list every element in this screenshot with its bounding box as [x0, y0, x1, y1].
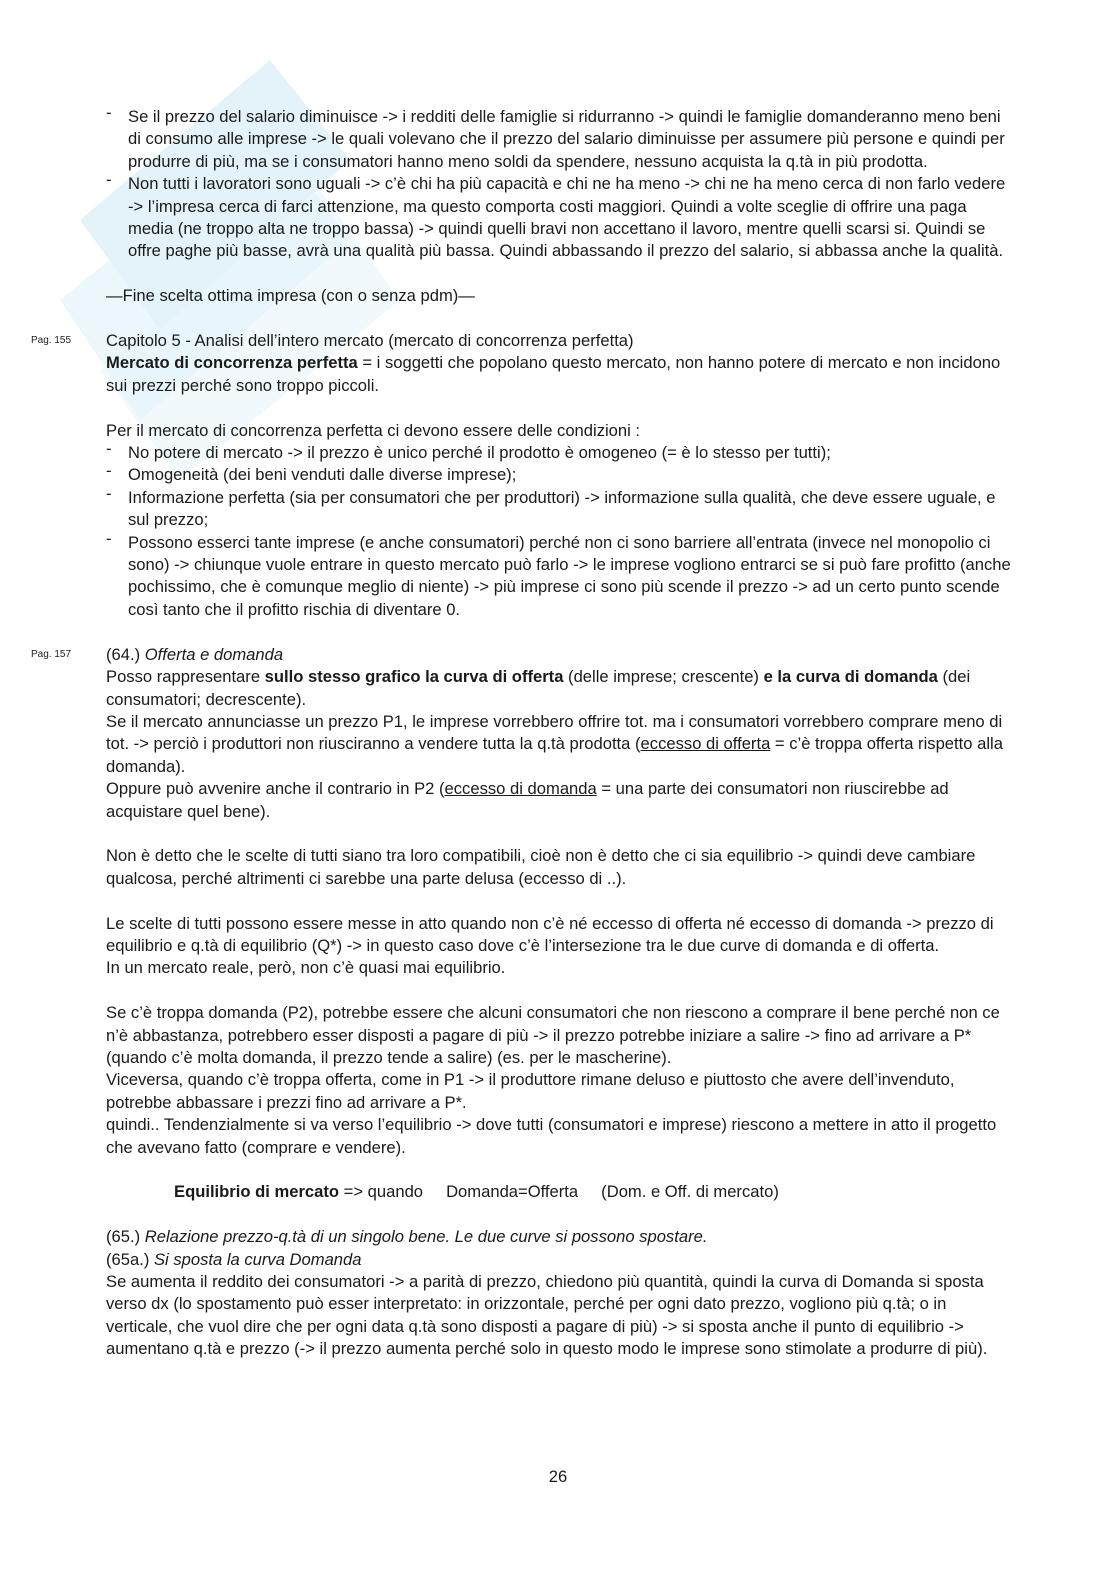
- section-heading: [106, 644, 1011, 666]
- section-title: Relazione prezzo-q.tà di un singolo bene. Le due curve si possono spostare.: [144, 1227, 708, 1247]
- text-run: (delle imprese; crescente): [563, 667, 764, 687]
- list-item: - Informazione perfetta (sia per consumatori che per produttori) -> informazione sulla qualità, che deve essere uguale, e sul prezzo;: [106, 487, 1011, 532]
- text-run: Se il mercato annunciasse un prezzo P1, le imprese vorrebbero offrire tot. ma i consumatori vorrebbero comprare meno di tot. -> perciò i produttori non riusciranno a vendere tutta la q.tà prodotta (: [106, 711, 1003, 754]
- section-number: (65.): [106, 1227, 145, 1247]
- chapter-5-section: [31, 330, 1011, 621]
- list-item: - Non tutti i lavoratori sono uguali -> c’è chi ha più capacità e chi ne ha meno -> chi ne ha meno cerca di non farlo vedere -> l’impresa cerca di farci attenzione, ma questo comporta costi maggiori. Quindi a volte sceglie di offrire una paga media (ne troppo alta ne troppo bassa) -> quindi quelli bravi non accettano il lavoro, mentre quelli scarsi si. Quindi se offre paghe più basse, avrà una qualità più bassa. Quindi abbassando il prezzo del salario, si abbassa anche la qualità.: [106, 173, 1011, 263]
- list-item: - Omogeneità (dei beni venduti dalle diverse imprese);: [106, 464, 1011, 486]
- paragraph: In un mercato reale, però, non c’è quasi mai equilibrio.: [106, 958, 506, 978]
- underlined-term: eccesso di offerta: [640, 734, 771, 754]
- text-run: (dei consumatori; decrescente).: [106, 667, 971, 709]
- text-run: = una parte dei consumatori non riuscirebbe ad acquistare quel bene).: [106, 779, 949, 821]
- paragraph: Viceversa, quando c’è troppa offerta, come in P1 -> il produttore rimane deluso e piuttosto che avere dell’invenduto, potrebbe abbassare i prezzi fino ad arrivare a P*.: [106, 1070, 955, 1112]
- margin-page-ref: Pag. 155: [31, 335, 72, 347]
- subsection-heading: [106, 1249, 1011, 1271]
- section-title: Offerta e domanda: [144, 644, 284, 664]
- text-run: = c’è troppa offerta rispetto alla domanda).: [106, 734, 1003, 776]
- paragraph: Non è detto che le scelte di tutti siano tra loro compatibili, cioè non è detto che ci sia equilibrio -> quindi deve cambiare qualcosa, perché altrimenti ci sarebbe una parte delusa (eccesso di ..).: [106, 846, 976, 888]
- paragraph: Se c’è troppa domanda (P2), potrebbe essere che alcuni consumatori che non riescono a comprare il bene perché non ce n’è abbastanza, potrebbero esser disposti a pagare di più -> il prezzo potrebbe iniziare a salire -> fino ad arrivare a P* (quando c’è molta domanda, il prezzo tende a salire) (es. per le mascherine).: [106, 1003, 1000, 1067]
- section-heading: [106, 1226, 1011, 1248]
- conditions-intro: Per il mercato di concorrenza perfetta ci devono essere delle condizioni :: [106, 420, 641, 440]
- margin-page-ref: Pag. 157: [31, 648, 72, 660]
- list-item: - No potere di mercato -> il prezzo è unico perché il prodotto è omogeneo (= è lo stesso per tutti);: [106, 442, 1011, 464]
- bullet-list-top: [106, 106, 1011, 263]
- page-number: 26: [548, 1467, 568, 1486]
- definition-text: = i soggetti che popolano questo mercato, non hanno potere di mercato e non incidono sui prezzi perché sono troppo piccoli.: [106, 353, 1001, 395]
- paragraph: quindi.. Tendenzialmente si va verso l’equilibrio -> dove tutti (consumatori e imprese) riescono a mettere in atto il progetto che avevano fatto (comprare e vendere).: [106, 1115, 997, 1157]
- paragraph: [106, 711, 1011, 778]
- section-64: [31, 644, 1011, 1204]
- text-run: Posso rappresentare: [106, 667, 265, 687]
- section-65: [106, 1226, 1011, 1360]
- end-note: —Fine scelta ottima impresa (con o senza pdm)—: [106, 286, 475, 306]
- paragraph: [106, 778, 1011, 823]
- definition-paragraph: [106, 352, 1011, 397]
- paragraph: [106, 666, 1011, 711]
- chapter-title: Capitolo 5 - Analisi dell’intero mercato (mercato di concorrenza perfetta): [106, 331, 634, 351]
- document-body: [31, 106, 1011, 1361]
- underlined-term: eccesso di domanda: [444, 779, 597, 799]
- conditions-list: [106, 442, 1011, 621]
- equilibrium-text: => quando Domanda=Offerta (Dom. e Off. di mercato): [339, 1182, 779, 1202]
- section-number: (64.): [106, 644, 145, 664]
- paragraph: Le scelte di tutti possono essere messe in atto quando non c’è né eccesso di offerta né eccesso di domanda -> prezzo di equilibrio e q.tà di equilibrio (Q*) -> in questo caso dove c’è l’intersezione tra le due curve di domanda e di offerta.: [106, 913, 994, 955]
- equilibrium-statement: [106, 1181, 1011, 1203]
- bold-text: sullo stesso grafico la curva di offerta: [264, 667, 564, 687]
- paragraph: Se aumenta il reddito dei consumatori -> a parità di prezzo, chiedono più quantità, quindi la curva di Domanda si sposta verso dx (lo spostamento può esser interpretato: in orizzontale, perché per ogni dato prezzo, vogliono più q.tà; o in verticale, che vuol dire che per ogni data q.tà sono disposti a pagare di più) -> si sposta anche il punto di equilibrio -> aumentano q.tà e prezzo (-> il prezzo aumenta perché solo in questo modo le imprese sono stimolate a produrre di più).: [106, 1271, 988, 1359]
- list-item: - Se il prezzo del salario diminuisce -> i redditi delle famiglie si ridurranno -> quindi le famiglie domanderanno meno beni di consumo alle imprese -> le quali volevano che il prezzo del salario diminuisse per assumere più persone e quindi per produrre di più, ma se i consumatori hanno meno soldi da spendere, nessuno acquista la q.tà in più prodotta.: [106, 106, 1011, 173]
- bold-text: e la curva di domanda: [763, 667, 938, 687]
- definition-term: Mercato di concorrenza perfetta: [106, 353, 358, 373]
- subsection-title: Si sposta la curva Domanda: [153, 1249, 362, 1269]
- list-item: - Possono esserci tante imprese (e anche consumatori) perché non ci sono barriere all’entrata (invece nel monopolio ci sono) -> chiunque vuole entrare in questo mercato può farlo -> le imprese vogliono entrarci se si può fare profitto (anche pochissimo, che è comunque meglio di niente) -> più imprese ci sono più scende il prezzo -> ad un certo punto scende così tanto che il profitto rischia di diventare 0.: [106, 532, 1011, 622]
- equilibrium-term: Equilibrio di mercato: [174, 1182, 340, 1202]
- subsection-number: (65a.): [106, 1249, 154, 1269]
- text-run: Oppure può avvenire anche il contrario in P2 (: [106, 779, 445, 799]
